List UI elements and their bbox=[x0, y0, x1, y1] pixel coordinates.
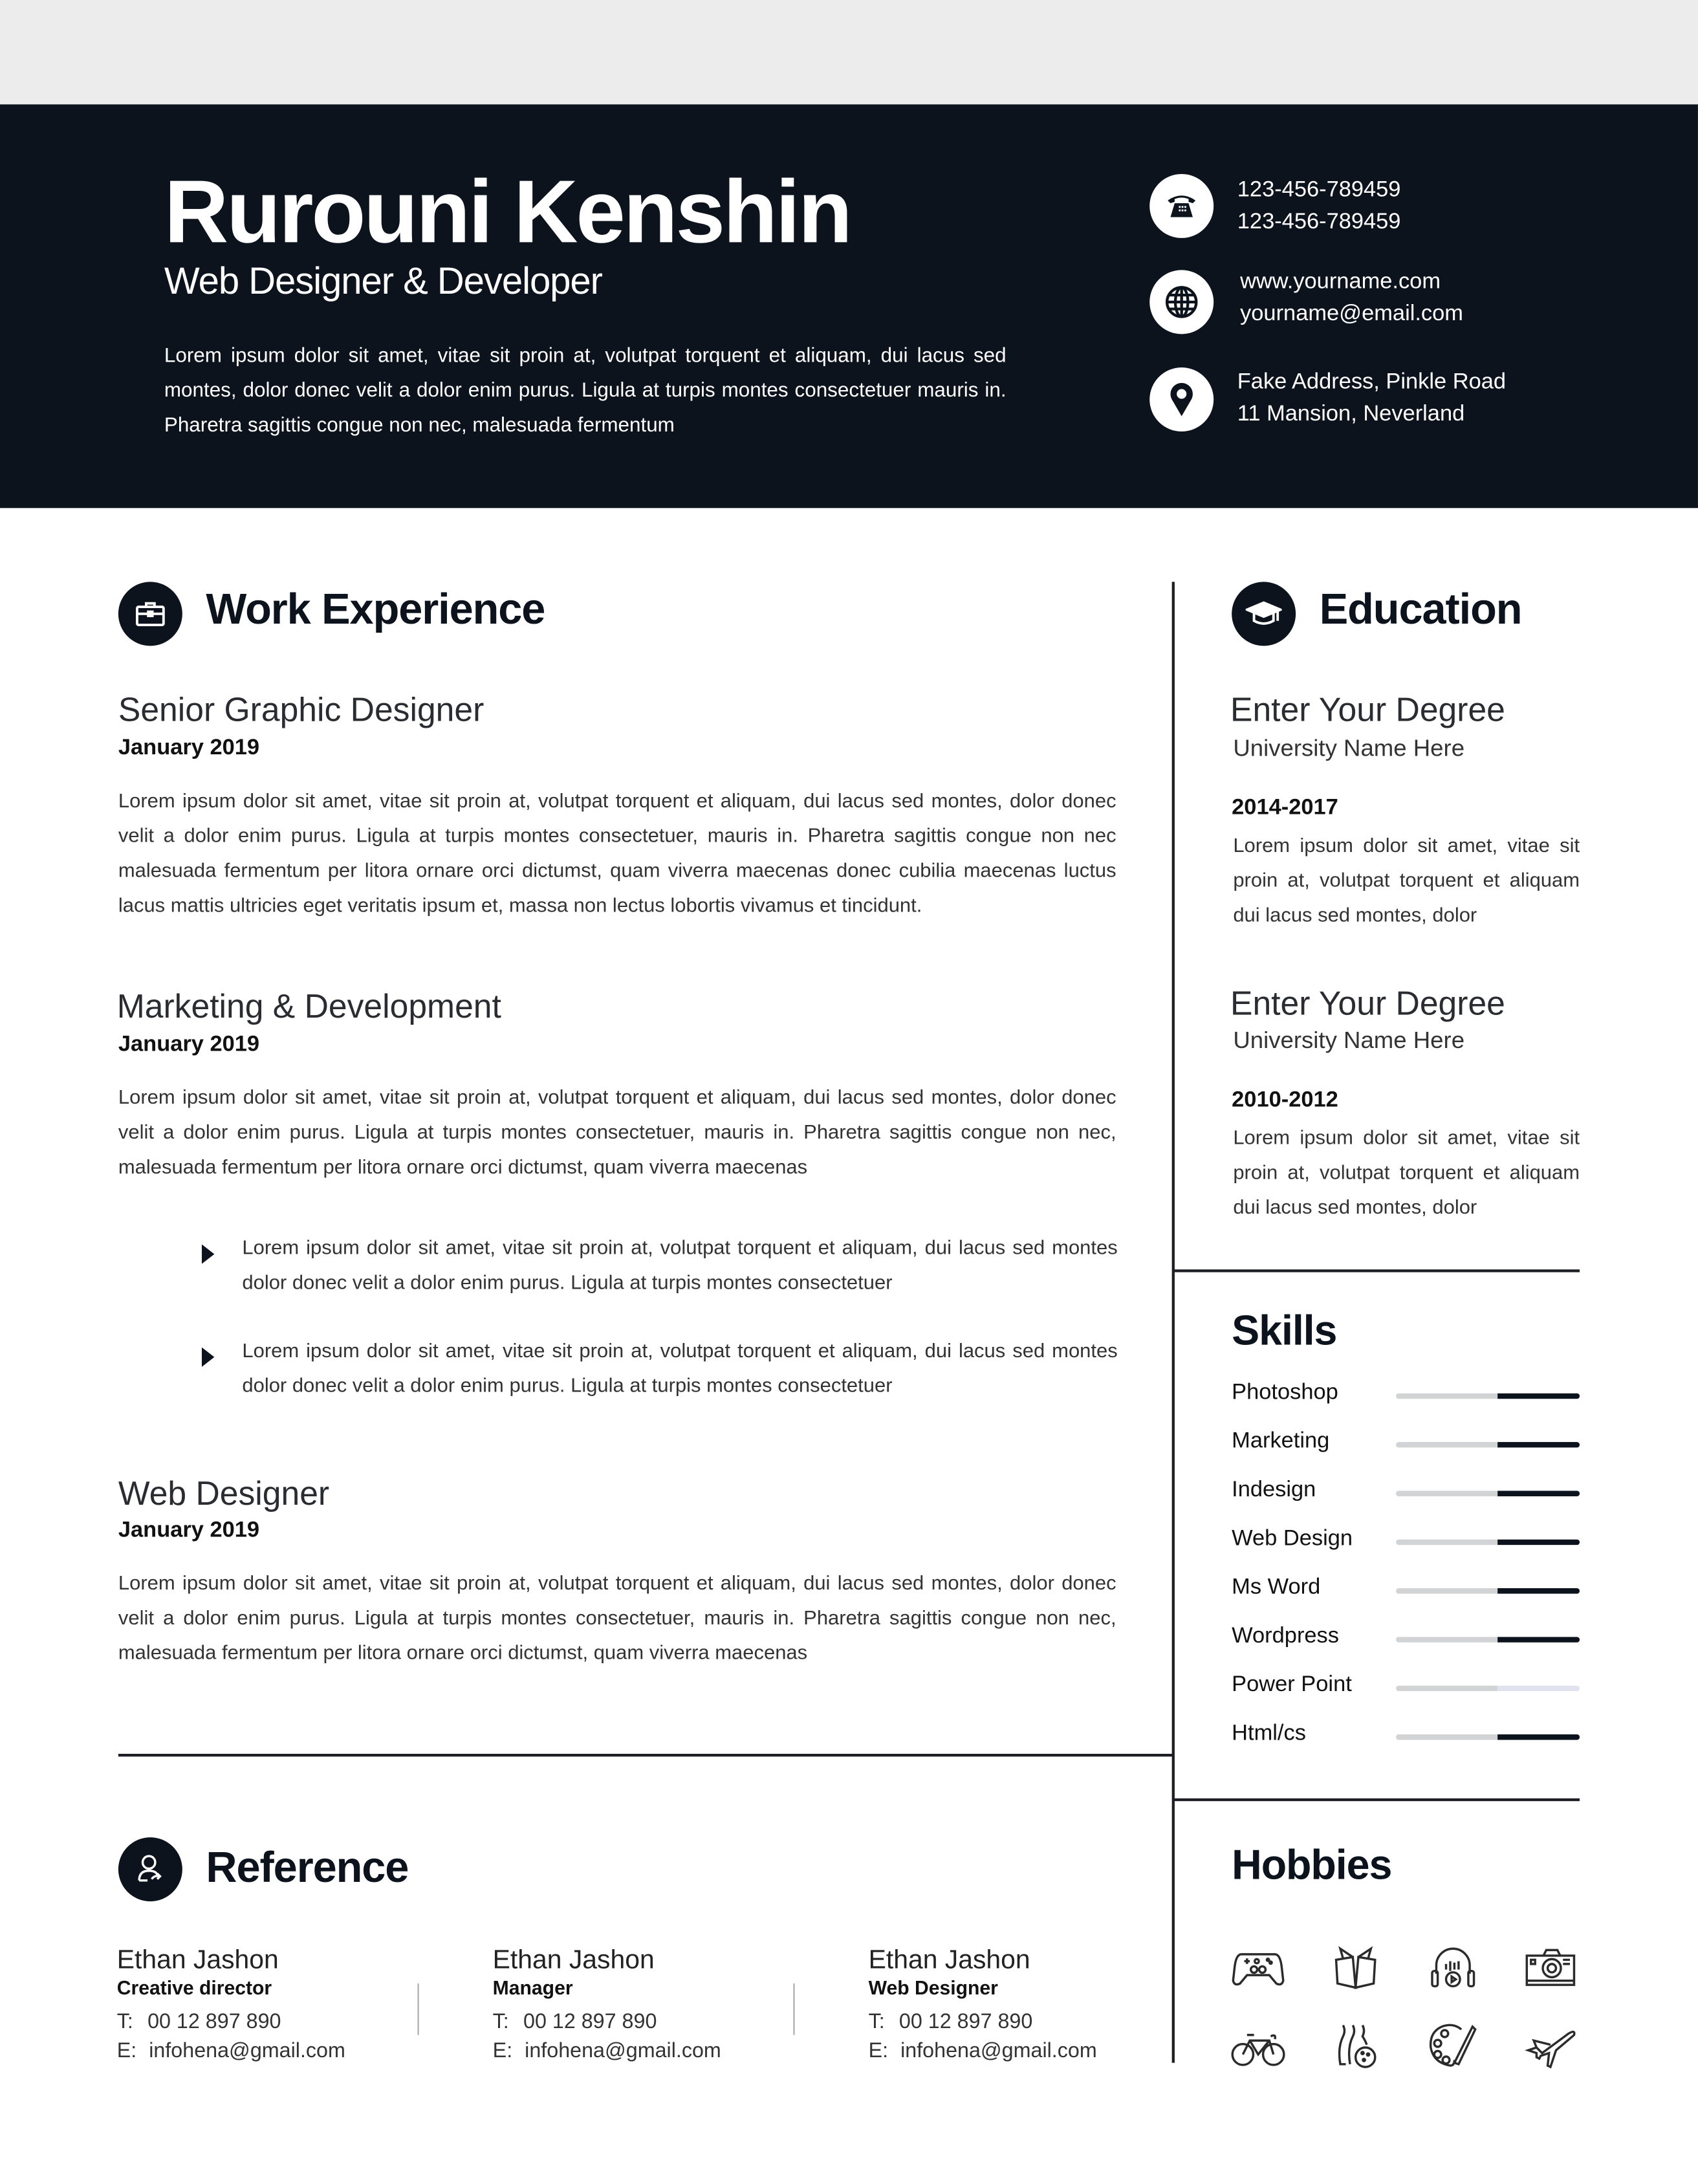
reference-card bbox=[117, 1946, 345, 2063]
education-description: Lorem ipsum dolor sit amet, vitae sit proin at, volutpat torquent et aliquam dui lacus sed montes, dolor bbox=[1233, 835, 1580, 927]
education-heading: Education bbox=[1319, 584, 1522, 633]
reference-phone-row bbox=[493, 2010, 721, 2034]
user-reference-icon bbox=[118, 1837, 182, 1901]
web-contacts bbox=[1240, 266, 1463, 330]
work-experience-heading: Work Experience bbox=[206, 584, 545, 633]
section-divider bbox=[118, 1754, 1173, 1756]
job-date: January 2019 bbox=[118, 1032, 260, 1057]
job-date: January 2019 bbox=[118, 1518, 260, 1542]
skills-heading: Skills bbox=[1232, 1308, 1337, 1355]
skill-bar-fill bbox=[1497, 1540, 1580, 1545]
reference-email-row bbox=[493, 2039, 721, 2063]
education-years: 2014-2017 bbox=[1232, 796, 1338, 820]
education-description: Lorem ipsum dolor sit amet, vitae sit proin at, volutpat torquent et aliquam dui lacus sed montes, dolor bbox=[1233, 1127, 1580, 1219]
job-description: Lorem ipsum dolor sit amet, vitae sit proin at, volutpat torquent et aliquam, dui lacus sed montes, dolor donec velit a dolor enim purus. Ligula at turpis montes consectetuer, mauris in. Pharetra sagittis congue non nec, malesuada fermentum per litora ornare orci dictumst, quam viverra maecenas bbox=[118, 1573, 1116, 1665]
candidate-name: Rurouni Kenshin bbox=[164, 161, 851, 262]
reference-card bbox=[869, 1946, 1097, 2063]
job-title: Marketing & Development bbox=[116, 988, 501, 1026]
gamepad-icon bbox=[1230, 1940, 1286, 1996]
degree-title: Enter Your Degree bbox=[1230, 985, 1505, 1023]
address-line-2: 11 Mansion, Neverland bbox=[1237, 402, 1465, 426]
reference-divider bbox=[417, 1983, 419, 2035]
skill-bar bbox=[1396, 1588, 1580, 1594]
section-divider bbox=[1173, 1269, 1580, 1271]
skill-bar-track bbox=[1396, 1588, 1497, 1594]
reference-phone[interactable]: 00 12 897 890 bbox=[523, 2009, 657, 2034]
skill-bar-fill bbox=[1497, 1393, 1580, 1399]
reference-role: Manager bbox=[492, 1976, 573, 1999]
skill-bar-fill bbox=[1497, 1491, 1580, 1496]
summary-text: Lorem ipsum dolor sit amet, vitae sit proin at, volutpat torquent et aliquam, dui lacus sed montes, dolor donec velit a dolor enim purus. Ligula at turpis montes consectetuer mauris in. Pharetra sagittis congue non nec, malesuada fermentum bbox=[164, 345, 1007, 437]
section-divider bbox=[1173, 1798, 1580, 1800]
skill-bar-track bbox=[1396, 1442, 1497, 1448]
reference-email[interactable]: infohena@gmail.com bbox=[900, 2039, 1097, 2063]
reference-name: Ethan Jashon bbox=[868, 1945, 1030, 1976]
camera-icon bbox=[1523, 1940, 1578, 1996]
reference-email-row bbox=[117, 2039, 345, 2063]
reference-phone[interactable]: 00 12 897 890 bbox=[898, 2009, 1033, 2034]
skill-bar-track bbox=[1396, 1393, 1497, 1399]
address-line-1: Fake Address, Pinkle Road bbox=[1237, 370, 1507, 394]
skill-bar bbox=[1396, 1734, 1580, 1740]
reference-name: Ethan Jashon bbox=[116, 1945, 279, 1976]
candidate-title: Web Designer & Developer bbox=[164, 260, 602, 302]
skill-bar-fill bbox=[1497, 1442, 1580, 1448]
skill-bar-track bbox=[1396, 1734, 1497, 1740]
job-description: Lorem ipsum dolor sit amet, vitae sit proin at, volutpat torquent et aliquam, dui lacus sed montes, dolor donec velit a dolor enim purus. Ligula at turpis montes consectetuer, mauris in. Pharetra sagittis congue non nec malesuada fermentum per litora ornare orci dictumst, quam viverra maecenas donec cubilia maecenas luctus lacus mattis ultricies eget veritatis ipsum et, massa non lectus lobortis vivamus et tincidunt. bbox=[118, 791, 1116, 917]
email-label: E: bbox=[492, 2039, 513, 2063]
job-date: January 2019 bbox=[118, 736, 260, 760]
email-link[interactable]: yourname@email.com bbox=[1240, 301, 1463, 326]
skill-bar-fill bbox=[1497, 1734, 1580, 1740]
job-title: Web Designer bbox=[118, 1475, 330, 1513]
university-name: University Name Here bbox=[1233, 735, 1465, 761]
skill-bar bbox=[1396, 1637, 1580, 1643]
job-bullet: Lorem ipsum dolor sit amet, vitae sit proin at, volutpat torquent et aliquam, dui lacus sed montes dolor donec velit a dolor enim purus. Ligula at turpis montes consectetuer bbox=[242, 1340, 1118, 1398]
reference-phone-row bbox=[869, 2010, 1097, 2034]
email-label: E: bbox=[868, 2039, 889, 2063]
degree-title: Enter Your Degree bbox=[1230, 692, 1505, 730]
resume-header bbox=[0, 104, 1698, 508]
address bbox=[1237, 366, 1506, 430]
skill-bar-track bbox=[1396, 1686, 1497, 1692]
website-link[interactable]: www.yourname.com bbox=[1240, 270, 1441, 294]
skill-label: Wordpress bbox=[1232, 1624, 1339, 1648]
headphones-icon bbox=[1425, 1940, 1481, 1996]
skill-bar bbox=[1396, 1491, 1580, 1496]
skill-label: Web Design bbox=[1232, 1527, 1353, 1551]
bicycle-icon bbox=[1230, 2017, 1286, 2073]
reference-heading: Reference bbox=[206, 1842, 409, 1892]
skill-label: Photoshop bbox=[1232, 1381, 1338, 1404]
skill-bar-track bbox=[1396, 1540, 1497, 1545]
skill-label: Indesign bbox=[1232, 1478, 1316, 1502]
skill-bar-fill bbox=[1497, 1637, 1580, 1643]
hobbies-heading: Hobbies bbox=[1232, 1842, 1392, 1889]
reference-role: Creative director bbox=[116, 1976, 272, 1999]
phone-label: T: bbox=[492, 2009, 509, 2034]
palette-icon bbox=[1425, 2017, 1481, 2073]
job-description: Lorem ipsum dolor sit amet, vitae sit proin at, volutpat torquent et aliquam, dui lacus sed montes, dolor donec velit a dolor enim purus. Ligula at turpis montes consectetuer, mauris in. Pharetra sagittis congue non nec, malesuada fermentum per litora ornare orci dictumst, quam viverra maecenas bbox=[118, 1087, 1116, 1179]
skill-label: Marketing bbox=[1232, 1429, 1330, 1454]
skill-bar bbox=[1396, 1393, 1580, 1399]
skill-bar bbox=[1396, 1686, 1580, 1692]
job-title: Senior Graphic Designer bbox=[118, 692, 484, 730]
phone-1[interactable]: 123-456-789459 bbox=[1237, 178, 1401, 202]
phone-icon bbox=[1149, 174, 1214, 238]
skill-label: Html/cs bbox=[1232, 1721, 1306, 1746]
skill-bar-track bbox=[1396, 1637, 1497, 1643]
briefcase-icon bbox=[118, 582, 182, 646]
bowling-icon bbox=[1328, 2017, 1384, 2073]
skill-bar-fill bbox=[1497, 1686, 1580, 1692]
job-bullet: Lorem ipsum dolor sit amet, vitae sit proin at, volutpat torquent et aliquam, dui lacus sed montes dolor donec velit a dolor enim purus. Ligula at turpis montes consectetuer bbox=[242, 1237, 1118, 1294]
globe-icon bbox=[1149, 270, 1214, 334]
reference-card bbox=[493, 1946, 721, 2063]
top-band bbox=[0, 0, 1698, 104]
skill-bar-track bbox=[1396, 1491, 1497, 1496]
reference-role: Web Designer bbox=[868, 1976, 998, 1999]
university-name: University Name Here bbox=[1233, 1027, 1465, 1054]
education-years: 2010-2012 bbox=[1232, 1088, 1338, 1113]
phone-numbers bbox=[1237, 174, 1401, 238]
phone-label: T: bbox=[116, 2009, 133, 2034]
graduation-cap-icon bbox=[1232, 582, 1296, 646]
airplane-icon bbox=[1523, 2017, 1578, 2073]
column-divider bbox=[1172, 582, 1175, 2062]
reference-divider bbox=[793, 1983, 794, 2035]
triangle-bullet-icon bbox=[202, 1348, 214, 1367]
skill-label: Power Point bbox=[1232, 1673, 1352, 1697]
skill-label: Ms Word bbox=[1232, 1575, 1321, 1600]
skill-bar bbox=[1396, 1540, 1580, 1545]
reference-email-row bbox=[869, 2039, 1097, 2063]
reference-name: Ethan Jashon bbox=[492, 1945, 655, 1976]
reference-email[interactable]: infohena@gmail.com bbox=[149, 2039, 345, 2063]
location-pin-icon bbox=[1149, 367, 1214, 431]
skill-bar-fill bbox=[1497, 1588, 1580, 1594]
reference-email[interactable]: infohena@gmail.com bbox=[525, 2039, 721, 2063]
phone-2[interactable]: 123-456-789459 bbox=[1237, 210, 1401, 234]
book-icon bbox=[1328, 1940, 1384, 1996]
reference-phone-row bbox=[117, 2010, 345, 2034]
triangle-bullet-icon bbox=[202, 1245, 214, 1264]
phone-label: T: bbox=[868, 2009, 885, 2034]
email-label: E: bbox=[116, 2039, 137, 2063]
reference-phone[interactable]: 00 12 897 890 bbox=[147, 2009, 281, 2034]
skill-bar bbox=[1396, 1442, 1580, 1448]
